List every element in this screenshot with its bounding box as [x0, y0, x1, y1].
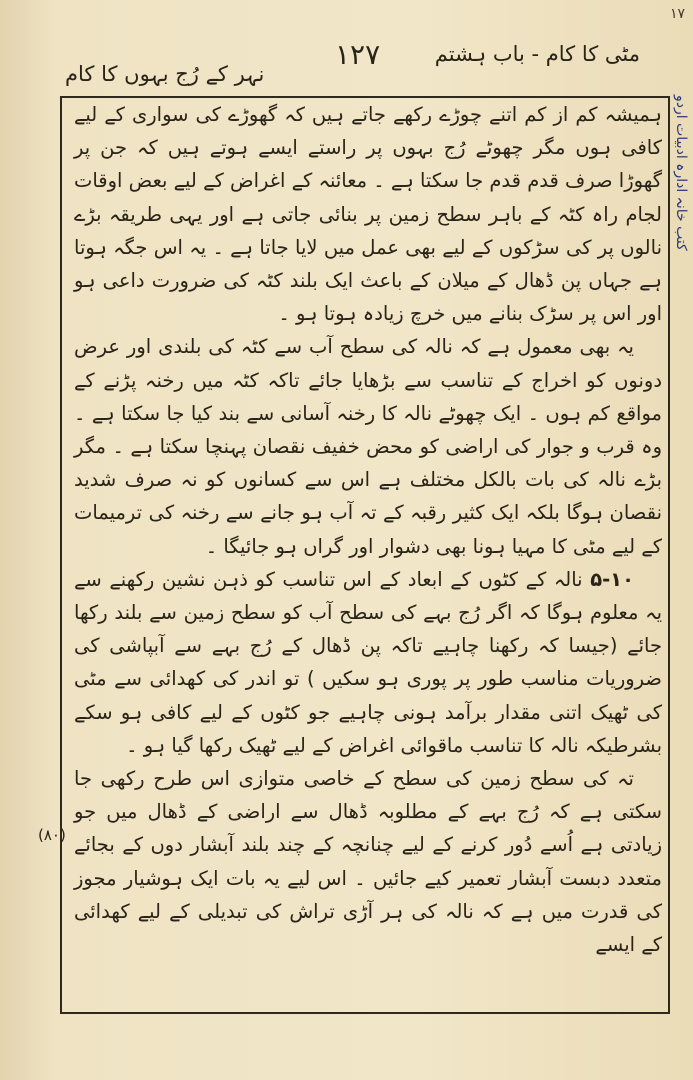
corner-mark: ۱۷: [669, 6, 685, 22]
paragraph-1: ہمیشہ کم از کم اتنے چوڑے رکھے جاتے ہیں کہ گھوڑے کی سواری کے لیے کافی ہوں مگر چھوٹے رُج بہوں پر راستے ایسے ہوتے ہیں کہ جن پر گھوڑا صرف قدم قدم جا سکتا ہے ۔ معائنہ کے اغراض کے لیے بعض اوقات لجام راہ کٹہ کے باہر سطح زمین پر بنائی جاتی ہے اور یہی طریقہ بڑے نالوں پر کی سڑکوں کے لیے بھی عمل میں لایا جاتا ہے ۔ یہ اس جگہ ہوتا ہے جہاں پن ڈھال کے میلان کے باعث ایک بلند کٹہ کی ضرورت داعی ہو اور اس پر سڑک بنانے میں خرچ زیادہ ہوتا ہو ۔: [74, 103, 662, 326]
library-stamp-note: کتب خانہ ادارہ ادبیات اردو: [673, 95, 689, 251]
section-continuation: تہ کی سطح زمین کی سطح کے خاصی متوازی اس طرح رکھی جا سکتی ہے کہ رُج بہے کے مطلوبہ ڈھال سے اراضی کے ڈھال میں جو زیادتی ہے اُسے دُور کرنے کے لیے چنانچہ کے چند بلند آبشار دوں کے بجائے متعدد دبست آبشار تعمیر کیے جائیں ۔ اس لیے یہ بات ایک ہوشیار مجوز کی قدرت میں ہے کہ نالہ کی ہر آڑی تراش کی تبدیلی کے لیے کھدائی کے ایسے: [74, 767, 662, 957]
page-header: [50, 38, 650, 92]
paragraph-2: یہ بھی معمول ہے کہ نالہ کی سطح آب سے کٹہ کی بلندی اور عرض دونوں کو اخراج کے تناسب سے بڑھایا جائے تاکہ کٹہ میں رخنہ پڑنے کے مواقع کم ہوں ۔ ایک چھوٹے نالہ کا رخنہ آسانی سے بند کیا جا سکتا ہے ۔ وہ قرب و جوار کی اراضی کو محض خفیف نقصان پہنچا سکتا ہے ۔ مگر بڑے نالہ کی بات بالکل مختلف ہے اس سے کسانوں کو نہ صرف شدید نقصان ہوگا بلکہ ایک کثیر رقبہ کے تہ آب ہو جانے سے رخنہ کی ترمیمات کے لیے مٹی کا مہیا ہونا بھی دشوار اور گراں ہو جائیگا ۔: [74, 335, 662, 558]
section-title: نہر کے رُج بہوں کا کام: [65, 62, 265, 86]
page-number: ۱۲۷: [335, 38, 381, 71]
chapter-title: مٹی کا کام - باب ہشتم: [434, 42, 640, 66]
body-text: [74, 98, 662, 961]
section-text: نالہ کے کٹوں کے ابعاد کے اس تناسب کو ذہن نشین رکھنے سے یہ معلوم ہوگا کہ اگر رُج بہے کی سطح آب کو سطح زمین سے بلند رکھا جائے (جیسا کہ رکھنا چاہیے تاکہ پن ڈھال کے رُج بہے سے آبپاشی کی ضروریات مناسب طور پر پوری ہو سکیں ) تو اندر کی کھدائی سے مٹی کی ٹھیک اتنی مقدار برآمد ہونی چاہیے جو کٹوں کے لیے کافی ہو سکے بشرطیکہ نالہ کا تناسب ماقوائی اغراض کے لیے ٹھیک رکھا گیا ہو ۔: [74, 567, 662, 757]
section-number: ۵-۱۰: [590, 567, 634, 591]
section-paragraph: [74, 563, 662, 762]
margin-number: (۸۰): [38, 826, 66, 844]
